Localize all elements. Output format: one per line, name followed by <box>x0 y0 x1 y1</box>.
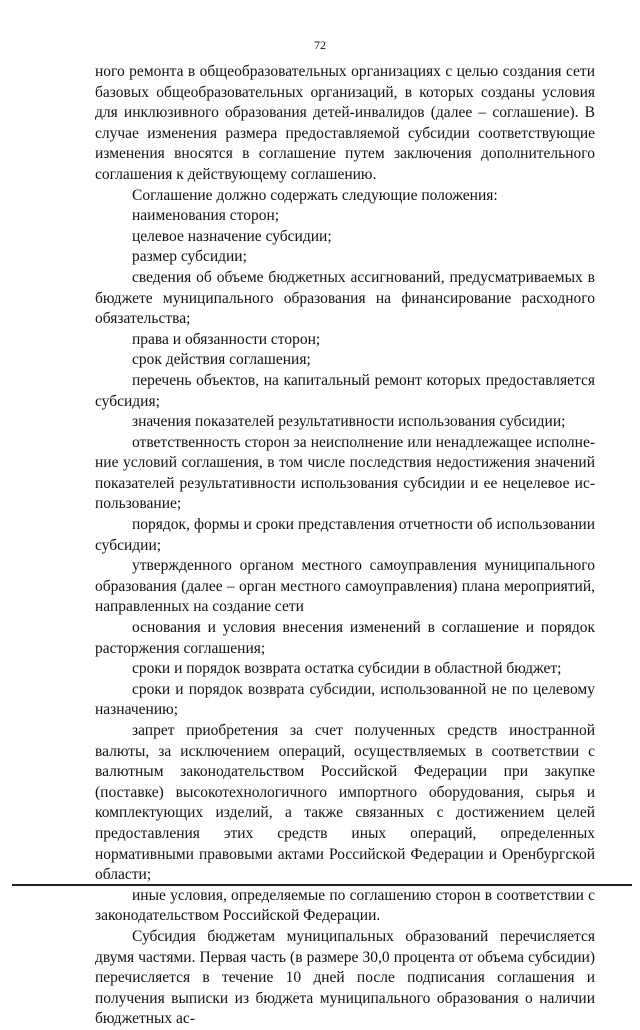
list-item: сроки и порядок возврата остатка субсидии в областной бюджет; <box>132 660 562 678</box>
list-item: целевое назначение субсидии; <box>132 227 332 245</box>
list-item: ответственность сторон за неисполнение или ненадлежащее исполнение условий соглашения, в том числе последствия недостижения значений показателей результативности использования субсидии и ее нецелевое использование; <box>95 433 595 513</box>
list-item: сведения об объеме бюджетных ассигнований, предусматриваемых в бюджете муниципального образования на финансирование расходного обязательства; <box>95 268 595 328</box>
footer-divider <box>12 884 632 886</box>
list-item: значения показателей результативности использования субсидии; <box>132 413 566 431</box>
list-item: сроки и порядок возврата субсидии, использованной не по целевому назначению; <box>95 680 595 719</box>
list-item: права и обязанности сторон; <box>132 330 321 348</box>
list-item: утвержденного органом местного самоуправления муниципального образования (далее – орган местного самоуправления) плана мероприятий, направленных на создание сети <box>95 557 595 616</box>
list-item: основания и условия внесения изменений в соглашение и порядок расторжения соглашения; <box>95 619 595 657</box>
list-item: размер субсидии; <box>132 248 247 266</box>
list-item: перечень объектов, на капитальный ремонт которых предоставляется субсидия; <box>95 371 595 410</box>
list-item: срок действия соглашения; <box>132 351 311 369</box>
page-number: 72 <box>314 38 326 52</box>
paragraph: ного ремонта в общеобразовательных организациях с целью создания сети базовых общеобразовательных организаций, в которых созданы условия для инклюзивного образования детей-инвалидов (далее – соглашение). В случае изменения размера предоставляемой субсидии соответствующие изменения вносятся в соглашение путем заключения дополнительного соглашения к действующему соглашению. <box>95 63 595 183</box>
list-item: запрет приобретения за счет полученных средств иностранной валюты, за исключением операций, осуществляемых в соответствии с валютным законодательством Российской Федерации при закупке (поставке) высокотехнологичного импортного оборудования, сырья и комплектующих изделий, а также связанных с достижением целей предоставления этих средств иных операций, определенных нормативными правовыми актами Российской Федерации и Оренбургской области; <box>95 722 595 884</box>
list-item: порядок, формы и сроки представления отчетности об использовании субсидии; <box>95 516 595 554</box>
list-item: иные условия, определяемые по соглашению сторон в соответствии с законодательством Российской Федерации. <box>95 886 595 925</box>
paragraph: Соглашение должно содержать следующие положения: <box>132 186 498 204</box>
list-item: наименования сторон; <box>132 207 280 225</box>
paragraph: Субсидия бюджетам муниципальных образований перечисляется двумя частями. Первая часть (в размере 30,0 процента от объема субсидии) перечисляется в течение 10 дней после подписания соглашения и получения выписки из бюджета муниципального образования о наличии бюджетных ас- <box>95 927 595 1028</box>
